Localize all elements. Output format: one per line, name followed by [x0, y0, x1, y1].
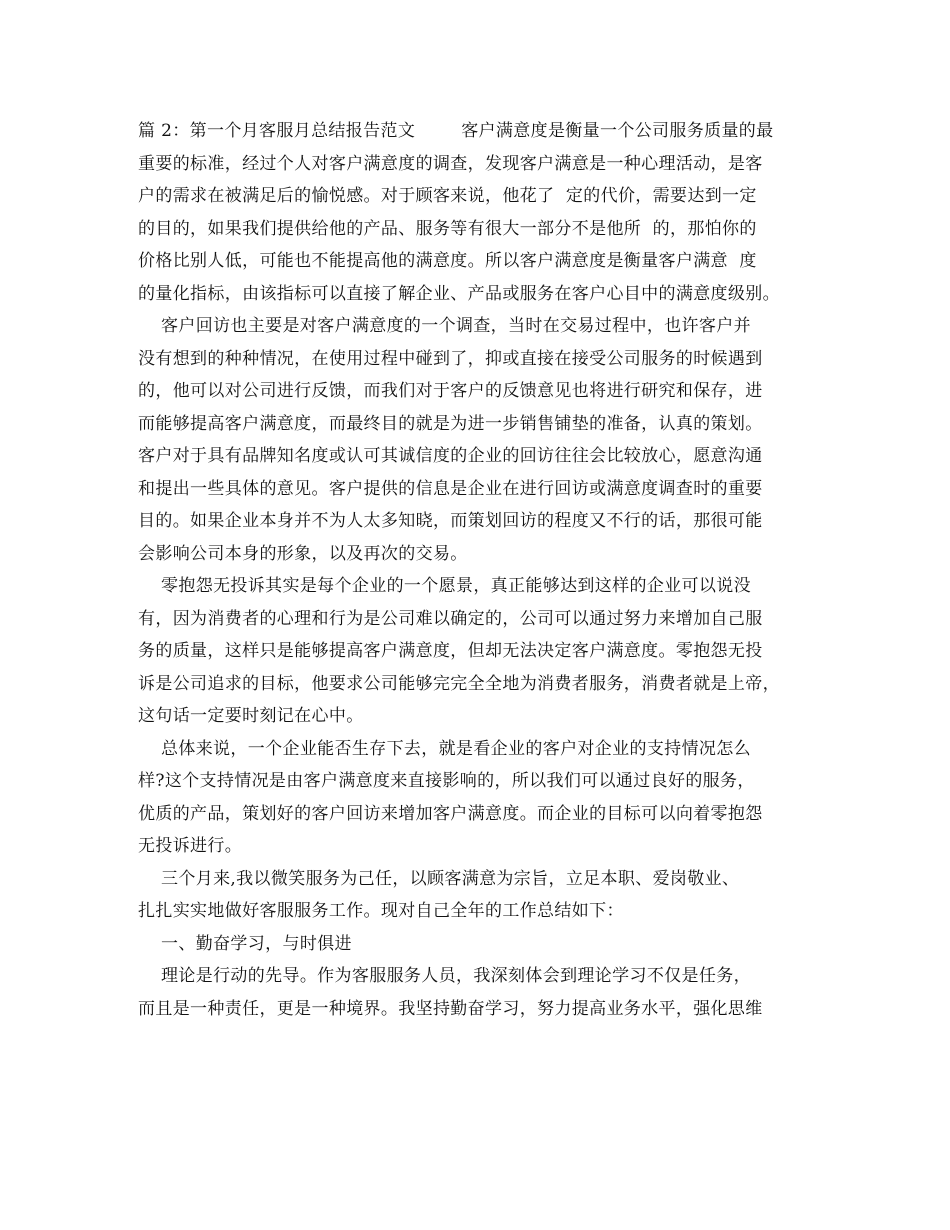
text-line: 没有想到的种种情况，在使用过程中碰到了，抑或直接在接受公司服务的时候遇到 [138, 348, 763, 369]
text-line: 扎扎实实地做好客服服务工作。现对自己全年的工作总结如下： [138, 901, 624, 921]
text-line: 务的质量，这样只是能够提高客户满意度，但却无法决定客户满意度。零抱怨无投 [138, 641, 763, 661]
text-line: 客户对于具有品牌知名度或认可其诚信度的企业的回访往往会比较放心，愿意沟通 [138, 446, 763, 466]
text-line: 的量化指标，由该指标可以直接了解企业、产品或服务在客户心目中的满意度级别。 [138, 283, 780, 304]
text-line: 理论是行动的先导。作为客服服务人员，我深刻体会到理论学习不仅是任务， [138, 966, 751, 986]
text-line: 的，他可以对公司进行反馈，而我们对于客户的反馈意见也将进行研究和保存，进 [138, 381, 763, 401]
text-line: 价格比别人低，可能也不能提高他的满意度。所以客户满意度是衡量客户满意 度 [138, 251, 757, 271]
text-line: 重要的标准，经过个人对客户满意度的调查，发现客户满意是一种心理活动，是客 [138, 153, 763, 174]
section-heading: 一、勤奋学习，与时俱进 [138, 933, 352, 954]
text-line: 而能够提高客户满意度，而最终目的就是为进一步销售铺垫的准备，认真的策划。 [138, 413, 763, 434]
text-line: 有，因为消费者的心理和行为是公司难以确定的，公司可以通过努力来增加自己服 [138, 608, 763, 629]
text-line: 样?这个支持情况是由客户满意度来直接影响的，所以我们可以通过良好的服务， [138, 771, 755, 791]
text-line: 总体来说，一个企业能否生存下去，就是看企业的客户对企业的支持情况怎么 [138, 738, 751, 759]
text-line: 零抱怨无投诉其实是每个企业的一个愿景，真正能够达到这样的企业可以说没 [138, 576, 751, 596]
text-line: 目的。如果企业本身并不为人太多知晓，而策划回访的程度又不行的话，那很可能 [138, 511, 763, 531]
text-line: 诉是公司追求的目标，他要求公司能够完完全全地为消费者服务，消费者就是上帝， [138, 673, 780, 694]
text-line: 客户回访也主要是对客户满意度的一个调查，当时在交易过程中，也许客户并 [138, 316, 751, 336]
text-line: 会影响公司本身的形象，以及再次的交易。 [138, 543, 468, 564]
text-line: 这句话一定要时刻记在心中。 [138, 706, 364, 726]
text-line: 篇 2：第一个月客服月总结报告范文 客户满意度是衡量一个公司服务质量的最 [138, 121, 774, 141]
text-line: 户的需求在被满足后的愉悦感。对于顾客来说，他花了 定的代价，需要达到一定 [138, 186, 757, 206]
text-line: 无投诉进行。 [138, 836, 243, 856]
text-line: 和提出一些具体的意见。客户提供的信息是企业在进行回访或满意度调查时的重要 [138, 478, 763, 499]
text-line: 的目的，如果我们提供给他的产品、服务等有很大一部分不是他所 的，那怕你的 [138, 218, 757, 239]
text-line: 优质的产品，策划好的客户回访来增加客户满意度。而企业的目标可以向着零抱怨 [138, 803, 763, 824]
text-line: 而且是一种责任，更是一种境界。我坚持勤奋学习，努力提高业务水平，强化思维 [138, 998, 763, 1019]
document-body [138, 115, 828, 1025]
text-line: 三个月来,我以微笑服务为己任，以顾客满意为宗旨，立足本职、爱岗敬业、 [138, 868, 740, 889]
